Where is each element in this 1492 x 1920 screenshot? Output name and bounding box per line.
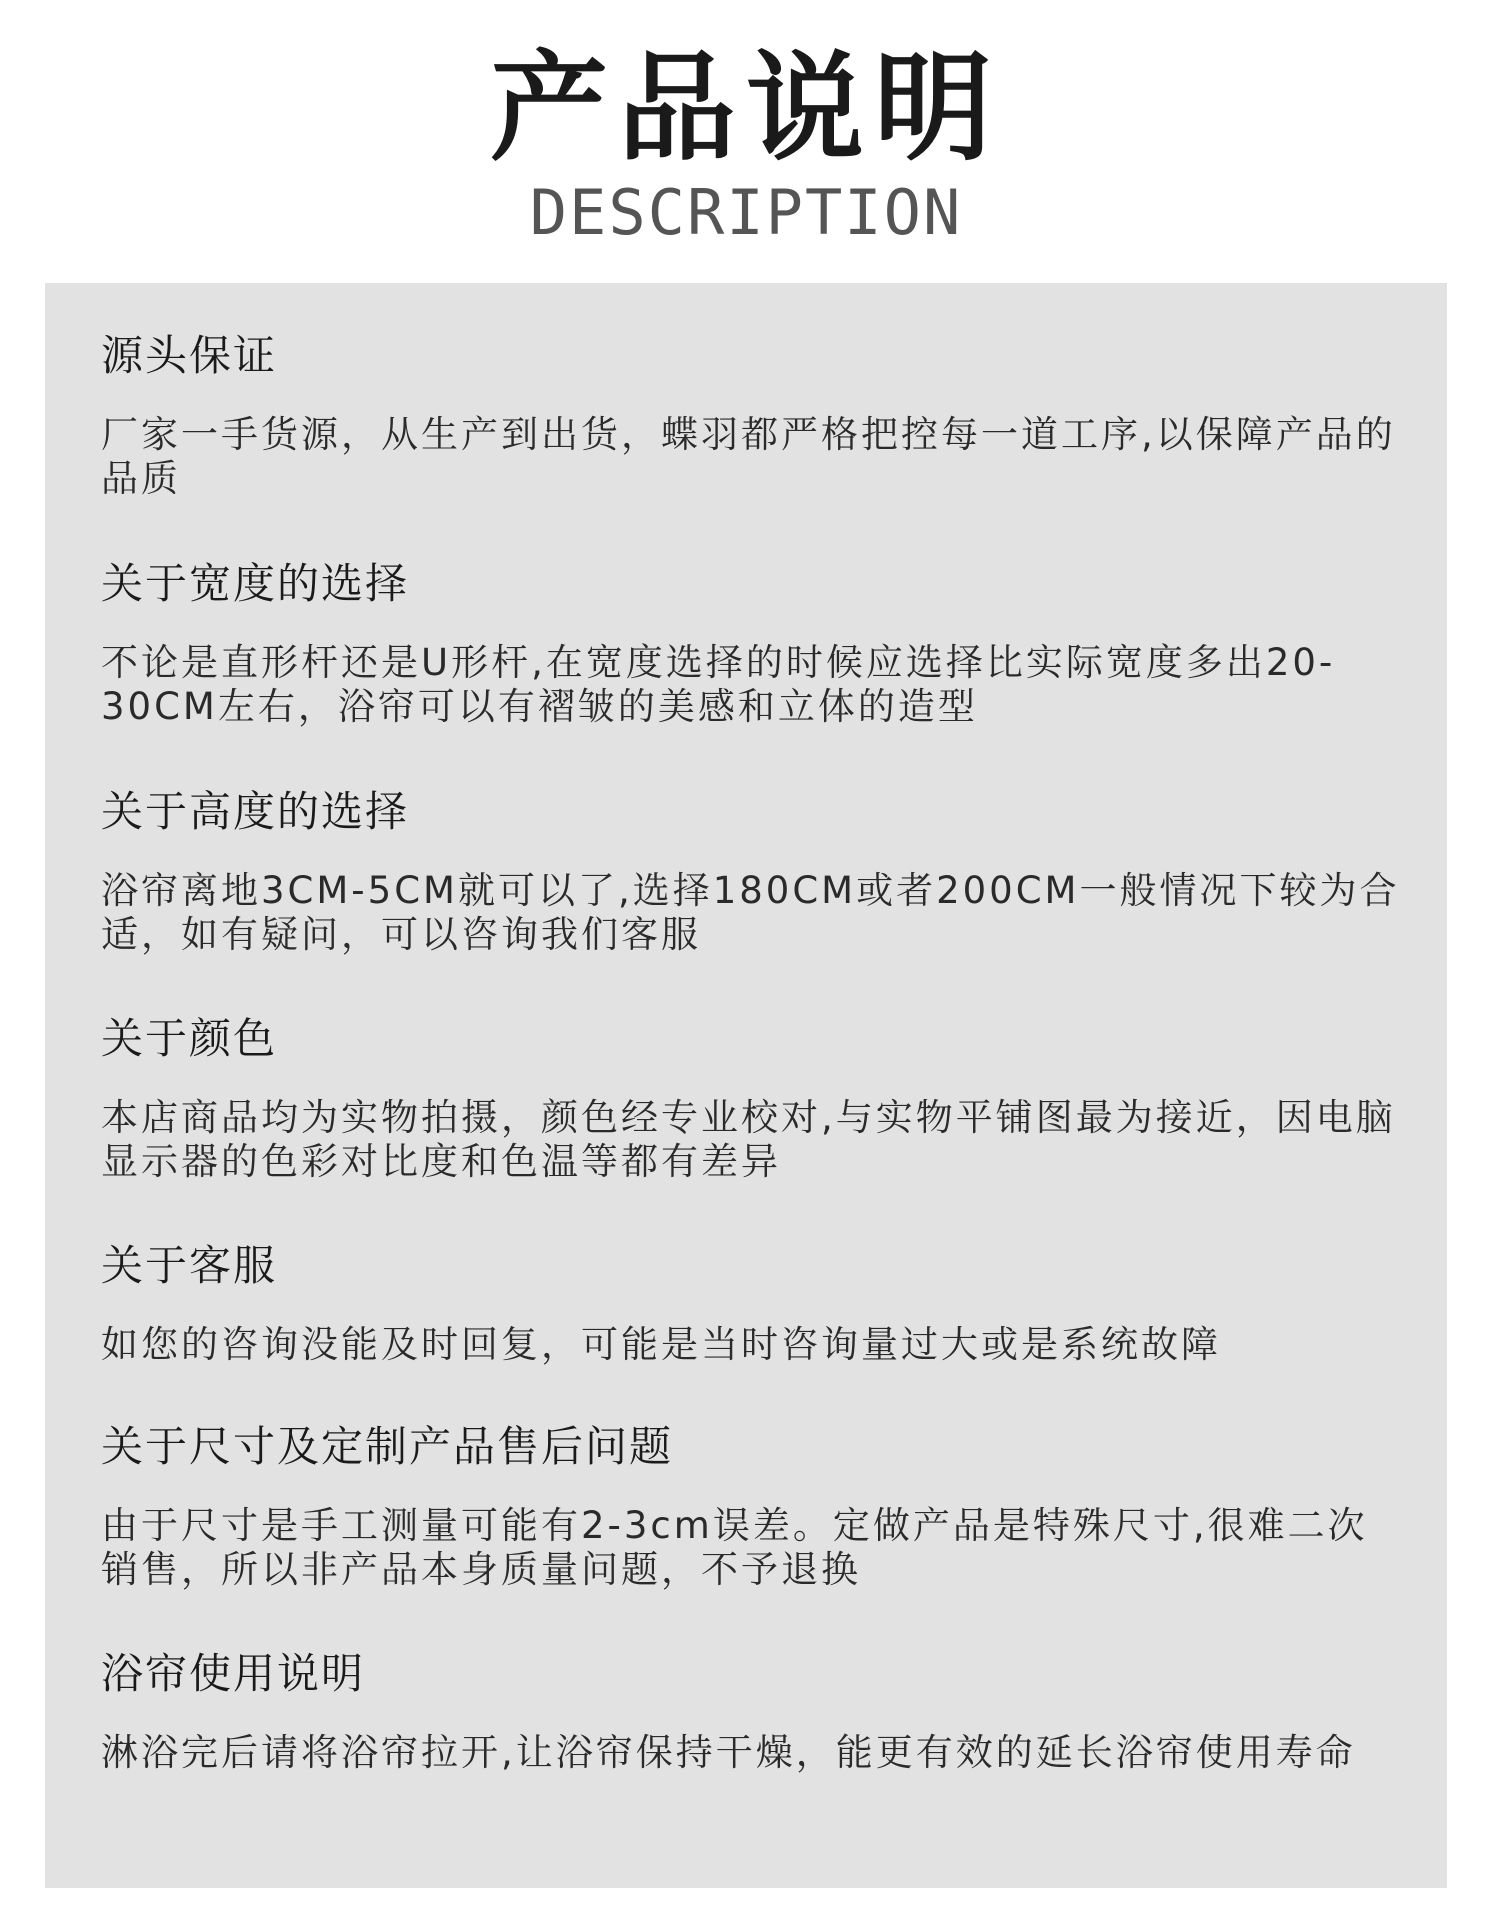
section-body: 浴帘离地3CM-5CM就可以了,选择180CM或者200CM一般情况下较为合适，如有疑问，可以咨询我们客服 <box>101 869 1400 956</box>
section-color <box>101 1014 1401 1184</box>
section-heading: 关于颜色 <box>101 1014 278 1063</box>
section-heading: 源头保证 <box>101 331 278 380</box>
page-title: 产品说明 <box>489 39 1002 177</box>
section-heading: 关于宽度的选择 <box>101 559 410 608</box>
section-heading: 关于尺寸及定制产品售后问题 <box>101 1422 674 1471</box>
section-customer-service <box>101 1241 1401 1367</box>
section-body: 淋浴完后请将浴帘拉开,让浴帘保持干燥，能更有效的延长浴帘使用寿命 <box>101 1731 1356 1774</box>
section-body: 如您的咨询没能及时回复，可能是当时咨询量过大或是系统故障 <box>101 1323 1221 1366</box>
section-usage-instructions <box>101 1649 1401 1775</box>
description-panel <box>45 283 1447 1888</box>
section-body: 本店商品均为实物拍摄，颜色经专业校对,与实物平铺图最为接近，因电脑显示器的色彩对比度和色温等都有差异 <box>101 1096 1396 1183</box>
section-heading: 关于高度的选择 <box>101 787 410 836</box>
section-width-choice <box>101 559 1401 729</box>
page-header <box>0 0 1492 283</box>
section-body: 由于尺寸是手工测量可能有2-3cm误差。定做产品是特殊尺寸,很难二次销售，所以非产品本身质量问题，不予退换 <box>101 1504 1368 1591</box>
section-source-guarantee <box>101 331 1401 501</box>
section-heading: 浴帘使用说明 <box>101 1649 366 1698</box>
section-height-choice <box>101 787 1401 957</box>
section-body: 厂家一手货源，从生产到出货，蝶羽都严格把控每一道工序,以保障产品的品质 <box>101 413 1396 500</box>
page-subtitle: DESCRIPTION <box>529 176 963 249</box>
section-body: 不论是直形杆还是U形杆,在宽度选择的时候应选择比实际宽度多出20-30CM左右，浴帘可以有褶皱的美感和立体的造型 <box>101 641 1336 728</box>
section-size-aftersales <box>101 1422 1401 1592</box>
section-heading: 关于客服 <box>101 1241 278 1290</box>
